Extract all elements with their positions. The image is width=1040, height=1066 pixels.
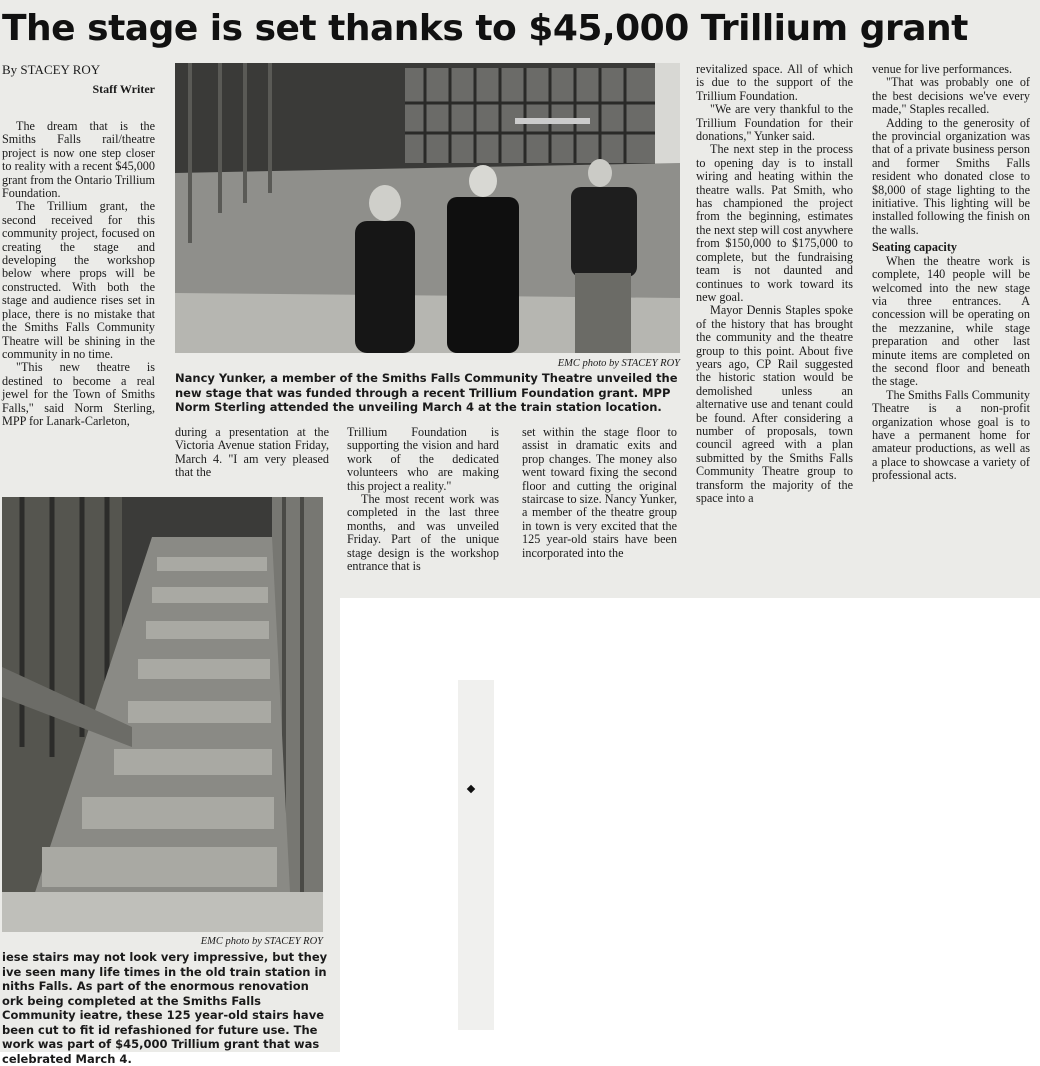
photo-credit: EMC photo by STACEY ROY <box>200 936 323 947</box>
headline: The stage is set thanks to $45,000 Trillium grant <box>2 8 968 49</box>
paragraph: "This new theatre is destined to become a real jewel for the Town of Smiths Falls," said Norm Sterling, MPP for Lanark-Carleton, <box>2 360 155 428</box>
article-column-5 <box>696 63 853 505</box>
photo-credit: EMC photo by STACEY ROY <box>557 358 680 369</box>
paragraph: The Trillium grant, the second received for this community project, focused on creating the stage and developing the workshop below where props will be constructed. With both the stage and audience rises set in place, there is no mistake that the Smiths Falls Community Theatre will be shining in the community in no time. <box>2 199 155 361</box>
article-column-3 <box>347 426 499 573</box>
subheading: Seating capacity <box>872 240 957 255</box>
paragraph: venue for live performances. <box>872 62 1013 76</box>
paragraph: The Smiths Falls Community Theatre is a non-profit organization whose goal is to have a permanent home for amateur productions, as well as a place to showcase a variety of professional acts. <box>872 387 1030 483</box>
paragraph: revitalized space. All of which is due to the support of the Trillium Foundation. <box>696 62 853 103</box>
paragraph: Mayor Dennis Staples spoke of the history that has brought the community and the theatre group to this point. About five years ago, CP Rail suggested the historic station would be demolished unless an alternative use and tenant could be found. After considering a number of proposals, town council agreed with a plan submitted by the Smiths Falls Community Theatre group to transform the majority of the space into a <box>696 303 853 505</box>
article-column-1 <box>2 120 155 428</box>
photo-caption: Nancy Yunker, a member of the Smiths Falls Community Theatre unveiled the new stage that was funded through a recent Trillium Foundation grant. MPP Norm Sterling attended the unveiling March 4 at the train station location. <box>175 371 678 414</box>
article-column-4 <box>522 426 677 560</box>
article-column-2 <box>175 426 329 480</box>
scan-artifact-strip <box>458 680 494 1030</box>
stage-unveiling-photo <box>175 63 680 353</box>
paragraph: "We are very thankful to the Trillium Foundation for their donations," Yunker said. <box>696 102 853 144</box>
photo-caption: iese stairs may not look very impressive, but they ive seen many life times in the old train station in niths Falls. As part of the enormous renovation ork being completed at the Smiths Falls Community ieatre, these 125 year-old stairs have been cut to fit id refashioned for future use. The work was part of $45,000 Trillium grant that was celebrated March 4. <box>2 950 328 1066</box>
byline-role: Staff Writer <box>92 82 155 96</box>
paragraph: The most recent work was completed in the last three months, and was unveiled Friday. Part of the unique stage design is the workshop entrance that is <box>347 492 499 574</box>
paragraph: When the theatre work is complete, 140 people will be welcomed into the new stage via three entrances. A concession will be operating on the mezzanine, while stage preparation and other last minute items are completed on the second floor and beneath the stage. <box>872 253 1030 389</box>
paragraph: The next step in the process to opening day is to install wiring and heating within the theatre walls. Pat Smith, who has championed the project from the beginning, estimates the next step will cost anywhere from $150,000 to $175,000 to complete, but the fundraising team is not daunted and continues to work toward its new goal. <box>696 142 853 304</box>
stairs-photo <box>2 497 323 932</box>
paragraph: The dream that is the Smiths Falls rail/theatre project is now one step closer to reality with a recent $45,000 grant from the Ontario Trillium Foundation. <box>2 119 156 201</box>
paragraph: set within the stage floor to assist in dramatic exits and prop changes. The money also went toward fixing the second floor and cutting the original staircase to size. Nancy Yunker, a member of the theatre group in town is very excited that the 125 year-old stairs have been incorporated into the <box>522 425 677 560</box>
byline: By STACEY ROY <box>2 62 101 77</box>
paragraph: Adding to the generosity of the provincial organization was that of a private business person and former Smiths Falls resident who donated close to $8,000 of stage lighting to the initiative. This lighting will be installed following the finish on the walls. <box>872 115 1030 237</box>
article-column-6 <box>872 63 1030 483</box>
paragraph: Trillium Foundation is supporting the vision and hard work of the dedicated volunteers who are making this project a reality." <box>347 425 499 493</box>
paragraph: during a presentation at the Victoria Avenue station Friday, March 4. "I am very pleased that the <box>175 425 329 480</box>
paragraph: "That was probably one of the best decisions we've every made," Staples recalled. <box>872 75 1030 117</box>
